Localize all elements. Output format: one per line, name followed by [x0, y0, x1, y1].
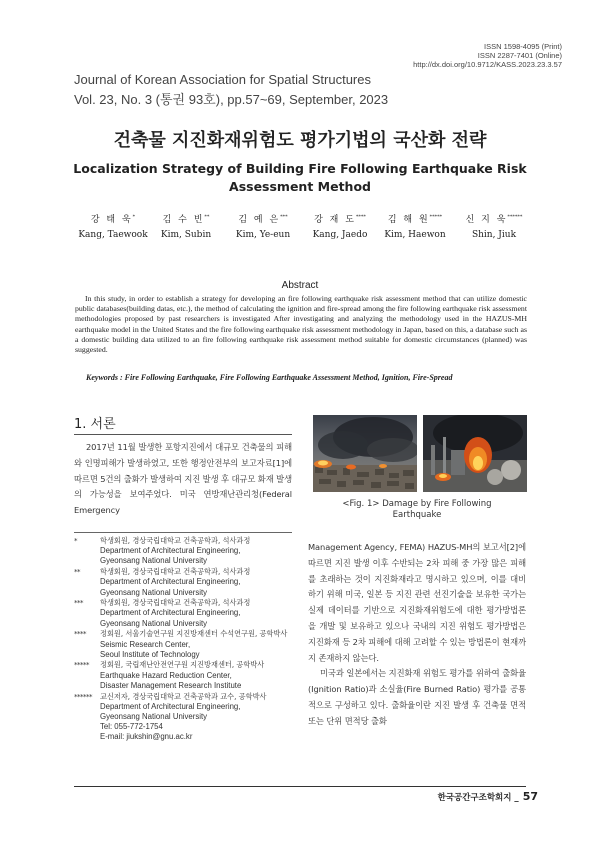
- abstract-heading: Abstract: [281, 280, 319, 291]
- footnote-english-line: Department of Architectural Engineering,: [100, 608, 241, 618]
- footnote-english-line: Disaster Management Research Institute: [100, 680, 242, 690]
- footer-divider: [74, 786, 526, 787]
- footnote-korean: 학생회원, 경상국립대학교 건축공학과, 석사과정: [100, 536, 251, 545]
- doi-link[interactable]: http://dx.doi.org/10.9712/KASS.2023.23.3.57: [413, 60, 562, 69]
- author-2: [144, 212, 228, 240]
- footnote-mark: ******: [74, 692, 92, 701]
- author-name-korean: [221, 212, 305, 225]
- footnote-body: [100, 660, 264, 691]
- keywords-line: [86, 373, 526, 382]
- author-affiliation-mark: ******: [507, 214, 523, 220]
- footnote-korean: 정회원, 서울기술연구원 지진방재센터 수석연구원, 공학박사: [100, 629, 288, 639]
- footnote-korean: 학생회원, 경상국립대학교 건축공학과, 석사과정: [100, 567, 251, 577]
- author-name-english: Kang, Taewook: [78, 230, 148, 240]
- journal-name: Journal of Korean Association for Spatial Structures: [74, 72, 371, 87]
- author-1: [71, 212, 155, 240]
- footnote-mark: **: [74, 568, 80, 577]
- author-name-korean: [373, 212, 457, 225]
- keywords-text: Fire Following Earthquake, Fire Following Earthquake Assessment Method, Ignition, Fire-Spread: [124, 373, 453, 382]
- author-affiliation-mark: ***: [280, 214, 288, 220]
- section-right-paragraph-2: 미국과 일본에서는 지진화재 위험도 평가를 위하여 출화율(Ignition Ratio)과 소실율(Fire Burned Ratio) 평가를 공통적으로 구성하고 있다. 출화율이란 지진 발생 후 건축물 면적 또는 단위 면적당 출화: [308, 668, 526, 726]
- page-footer: [438, 790, 538, 803]
- title-english: Localization Strategy of Building Fire Following Earthquake Risk Assessment Method: [73, 161, 527, 194]
- author-korean-text: 김 수 빈: [162, 215, 205, 225]
- author-3: [221, 212, 305, 240]
- footnote-english-line: Gyeonsang National University: [100, 556, 208, 566]
- author-korean-text: 김 예 은: [238, 215, 281, 225]
- issn-block: [413, 42, 562, 69]
- footnote-mark: *: [74, 537, 77, 545]
- refinery-fire-illustration: [423, 415, 527, 492]
- issn-print: ISSN 1598-4095 (Print): [484, 42, 562, 51]
- fire-photo-city: [313, 415, 417, 492]
- footnote-mark: ***: [74, 599, 83, 608]
- volume-info: Vol. 23, No. 3 (통권 93호), pp.57~69, September, 2023: [74, 92, 389, 107]
- author-affiliation-mark: ****: [355, 214, 366, 220]
- author-korean-text: 김 해 원: [387, 215, 430, 225]
- section-divider: [74, 434, 292, 435]
- issn-online: ISSN 2287-7401 (Online): [477, 51, 562, 60]
- section-right-paragraph-1: Management Agency, FEMA) HAZUS-MH의 보고서[2]에 따르면 지진 발생 이후 수반되는 2차 피해 중 가장 많은 피해를 초래하는 것이 지진화재라고 명시하고 있으며, 이를 대비하기 위해 미국, 일본 등 지진 관련 선진기술을 보유한 국가는 실제 데이터를 기반으로 지진화재위험도에 대한 평가방법론을 개발 및 보유하고 있으나 국내의 지진 위험도 평가방법은 지진화재 등 2차 피해에 대해 고려할 수 있는 방법론이 현재까지 존재하지 않는다.: [308, 542, 526, 663]
- author-name-korean: [452, 212, 536, 225]
- footnote-3: [74, 598, 299, 629]
- footnote-body: [100, 629, 287, 660]
- footnote-english-line: Seismic Research Center,: [100, 639, 191, 649]
- footnote-english-line: Department of Architectural Engineering,: [100, 546, 241, 556]
- footnote-body: [100, 536, 250, 567]
- footnote-korean: 정회원, 국립재난안전연구원 지진방재센터, 공학박사: [100, 660, 265, 670]
- author-name-english: Shin, Jiuk: [471, 230, 517, 240]
- section-right-text: [308, 540, 526, 730]
- footnote-body: [100, 567, 250, 598]
- fire-photo-refinery: [423, 415, 527, 492]
- author-name-korean: [71, 212, 155, 225]
- footnotes: [74, 536, 299, 743]
- footnote-english-line: Gyeonsang National University: [100, 711, 208, 721]
- footnote-6: [74, 692, 299, 743]
- figure-caption: [308, 499, 526, 521]
- footnote-english-line: Seoul Institute of Technology: [100, 649, 200, 659]
- author-affiliation-mark: **: [204, 214, 210, 220]
- footnote-english-line: Earthquake Hazard Reduction Center,: [100, 670, 232, 680]
- author-name-english: Kim, Ye-eun: [235, 230, 291, 240]
- footnote-body: [100, 598, 250, 629]
- footnote-2: [74, 567, 299, 598]
- author-5: [373, 212, 457, 240]
- author-name-english: Kim, Haewon: [384, 230, 446, 240]
- figure-caption-line2: Earthquake: [392, 510, 442, 520]
- keywords-label: Keywords :: [86, 373, 125, 382]
- author-4: [298, 212, 382, 240]
- author-name-english: Kim, Subin: [160, 230, 212, 240]
- footnote-divider: [74, 532, 292, 533]
- footnote-english-line: Gyeonsang National University: [100, 618, 208, 628]
- author-korean-text: 신 지 욱: [465, 215, 508, 225]
- section-left-text: 2017년 11월 발생한 포항지진에서 대규모 건축물의 피해와 인명피해가 발생하였고, 또한 행정안전부의 보고자료[1]에 따르면 5건의 출화가 발생하여 지진 발생 후 대규모 화재 발생의 가능성을 보여주었다. 미국 연방재난관리청(Federal Emergency: [74, 442, 292, 516]
- author-name-korean: [298, 212, 382, 225]
- title-korean: 건축물 지진화재위험도 평가기법의 국산화 전략: [113, 130, 487, 151]
- author-korean-text: 강 재 도: [314, 215, 356, 225]
- section-title: 1. 서론: [74, 417, 116, 432]
- author-affiliation-mark: *: [132, 214, 136, 220]
- footnote-body: [100, 692, 266, 743]
- author-affiliation-mark: *****: [429, 214, 443, 220]
- footnote-english-line: E-mail: jiukshin@gnu.ac.kr: [100, 732, 193, 742]
- author-name-korean: [144, 212, 228, 225]
- footnote-mark: ****: [74, 630, 86, 639]
- abstract-text: In this study, in order to establish a strategy for developing an fire following earthquake risk assessment method that can utilize domestic public databases(building datas, etc.), the method of calculating the ignition and fire-spread among the fire following earthquake risk assessment methodologies proposed by past researchers is investigated After investigating and analyzing the methodology used in the HAZUS-MH earthquake model in the United States and the fire following earthquake risk assessment methodology in Japan, based on this, a database such as a domestic building data utilized to an fire following earthquake risk assessment method suitable for domestic circumstances (planned) was suggested.: [75, 294, 527, 355]
- page-number: 57: [522, 790, 538, 803]
- footnote-5: [74, 660, 299, 691]
- footnote-english-line: Tel: 055-772-1754: [100, 722, 163, 732]
- city-fire-illustration: [313, 415, 417, 492]
- footnote-english-line: Department of Architectural Engineering,: [100, 701, 241, 711]
- figure-caption-line1: <Fig. 1> Damage by Fire Following: [342, 499, 492, 509]
- footer-journal: 한국공간구조학회지 _: [437, 793, 519, 803]
- footnote-english-line: Department of Architectural Engineering,: [100, 577, 241, 587]
- author-name-english: Kang, Jaedo: [312, 230, 368, 240]
- footnote-1: [74, 536, 299, 567]
- footnote-mark: *****: [74, 661, 89, 670]
- footnote-korean: 학생회원, 경상국립대학교 건축공학과, 석사과정: [100, 598, 251, 608]
- author-korean-text: 강 태 욱: [90, 215, 133, 225]
- footnote-korean: 교신저자, 경상국립대학교 건축공학과 교수, 공학박사: [100, 691, 267, 701]
- author-6: [452, 212, 536, 240]
- footnote-english-line: Gyeonsang National University: [100, 587, 208, 597]
- footnote-4: [74, 629, 299, 660]
